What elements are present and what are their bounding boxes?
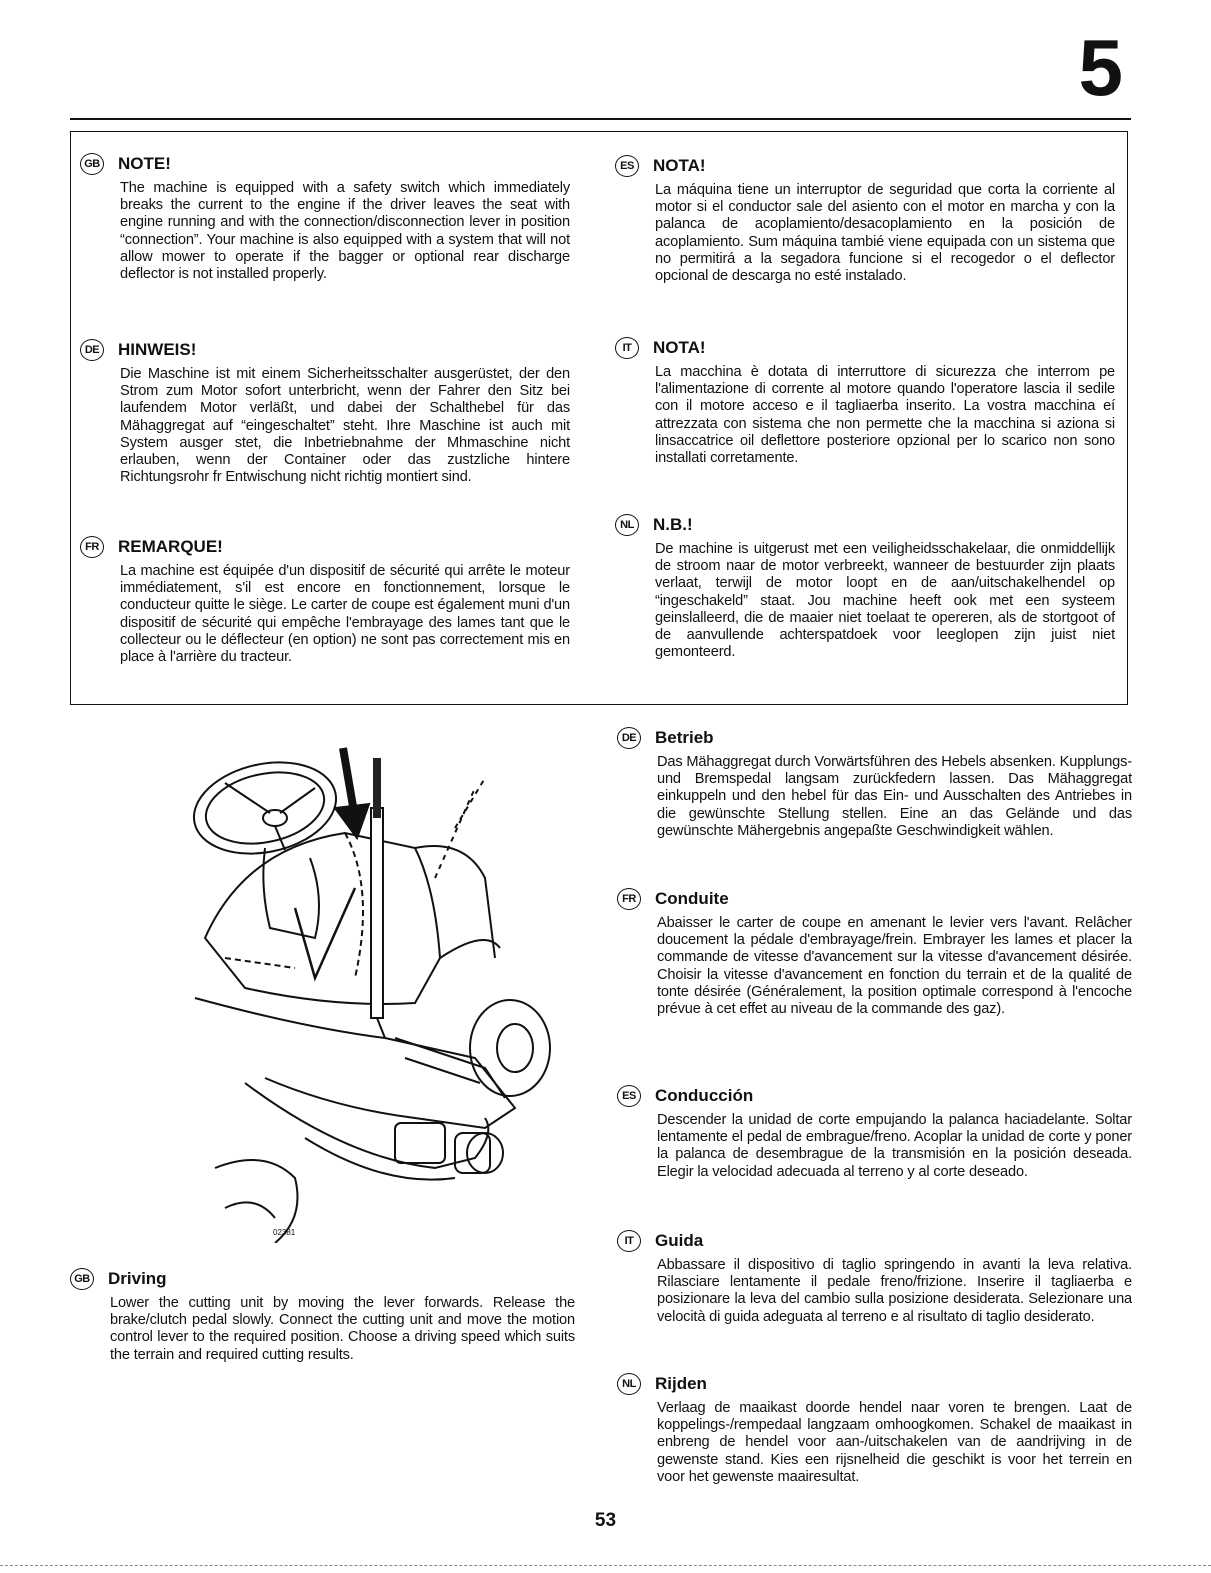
section-body: Lower the cutting unit by moving the lever forwards. Release the brake/clutch pedal slowly. Connect the cutting unit and move the motion control lever to the required position. Choose a driving speed which suits the terrain and required cutting results. [110, 1295, 575, 1363]
section-title: Guida [655, 1231, 704, 1250]
lang-badge-it: IT [617, 1230, 641, 1252]
section-body: Verlaag de maaikast doorde hendel naar voren te brengen. Laat de koppelings-/rempedaal langzaam omhoogkomen. Schakel de maaikast in enbreng de hendel voor aan-/uitschakelen van de aandrijving in de gewenste stand. Kies een rijsnelheid die geschikt is voor het terrein en voor het gewenste maairesultat. [657, 1400, 1132, 1485]
note-body: Die Maschine ist mit einem Sicherheitsschalter ausgerüstet, der den Strom zum Motor sofort unterbricht, wenn der Fahrer den Sitz bei laufendem Motor verläßt, und dabei der Schalthebel für das Mähaggregat auf “eingeschaltet” steht. Ihre Maschine ist auch mit System ausger stet, die Inbetriebnahme der Mhmaschine nicht erlauben, wenn der Container oder das zustzliche hintere Richtungsrohr fr Entwischung nicht richtig montiert sind. [120, 366, 570, 486]
footer-rule [0, 1565, 1211, 1566]
section-title: Conduite [655, 889, 729, 908]
note-it [615, 334, 1115, 467]
lang-badge-it: IT [615, 337, 639, 359]
driving-es [617, 1082, 1132, 1181]
driving-it [617, 1227, 1132, 1326]
section-title: Driving [108, 1269, 167, 1288]
note-body: La machine est équipée d'un dispositif de sécurité qui arrête le moteur immédiatement, s'il est encore en fonctionnement, lorsque le conducteur quitte le siège. Le carter de coupe est également muni d'un dispositif de sécurité qui empêche l'embrayage des lames tant que le collecteur ou le déflecteur (en option) ne sont pas correctement mis en place à l'arrière du tracteur. [120, 563, 570, 666]
header-rule [70, 118, 1131, 120]
lang-badge-es: ES [617, 1085, 641, 1107]
lang-badge-fr: FR [80, 536, 104, 558]
driving-nl [617, 1370, 1132, 1486]
lang-badge-fr: FR [617, 888, 641, 910]
note-es [615, 152, 1115, 285]
note-body: La máquina tiene un interruptor de seguridad que corta la corriente al motor si el conductor sale del asiento con el motor en marcha y con la palanca de acoplamiento/desacoplamiento en la posición de acoplamiento. Sum máquina tambié viene equipada con un sistema que no permitirá a la segadora funcione si el recogedor o el deflector opcional de descarga no esté instalado. [655, 182, 1115, 285]
note-body: The machine is equipped with a safety switch which immediately breaks the current to the engine if the driver leaves the seat with engine running and with the connection/disconnection lever in position “connection”. Your machine is also equipped with a system that will not allow mower to operate if the bagger or optional rear discharge deflector is not installed properly. [120, 180, 570, 283]
figure-code: 02381 [273, 1228, 296, 1237]
section-body: Abaisser le carter de coupe en amenant le levier vers l'avant. Relâcher doucement la pédale d'embrayage/frein. Embrayer les lames et placer la commande de vitesse d'avancement sur la vitesse d'avancement désirée. Choisir la vitesse d'avancement en fonction du terrain et de la qualité de tonte désirée (Généralement, la position optimale correspond à l'encoche prévue à cet effet au niveau de la commande des gaz). [657, 915, 1132, 1018]
section-title: Betrieb [655, 728, 714, 747]
note-title: HINWEIS! [118, 340, 197, 359]
note-body: La macchina è dotata di interruttore di sicurezza che interrom pe l'alimentazione di corrente al motore quando l'operatore lascia il sedile con il motore acceso e il tagliaerba inserito. La vostra macchina eí attrezzata con sistema che non permette che la macchina si aziona si linsaccatrice oil deflettore posteriore opzional per lo scarico non sono installati corretamente. [655, 364, 1115, 467]
lang-badge-nl: NL [617, 1373, 641, 1395]
driving-de [617, 724, 1132, 840]
note-gb [80, 150, 570, 283]
note-title: NOTA! [653, 156, 706, 175]
lang-badge-gb: GB [70, 1268, 94, 1290]
note-de [80, 336, 570, 486]
note-title: REMARQUE! [118, 537, 223, 556]
lang-badge-de: DE [617, 727, 641, 749]
section-body: Das Mähaggregat durch Vorwärtsführen des Hebels absenken. Kupplungs- und Bremspedal langsam zurückfedern lassen. Das Mähaggregat einkuppeln und den hebel für das Ein- und Ausschalten des Antriebes in die gewünschte Stellung stellen. Eine an das Gelände und das gewünschte Mähergebnis angepaßte Geschwindigkeit wählen. [657, 754, 1132, 839]
note-body: De machine is uitgerust met een veiligheidsschakelaar, die onmiddellijk de stroom naar de motor verbreekt, wanneer de bestuurder zijn plaats verlaat, terwijl de motor loopt en de aan/uitschakelhendel op “ingeschakeld” staat. Jou machine heeft ook met een systeem geinslalleerd, die de maaier niet toelaat te opereren, als de stortgoot of de aanvullende achterspatdoek voor leeglopen zijn juist niet gemonteerd. [655, 541, 1115, 661]
page-number: 53 [594, 1510, 617, 1531]
chapter-number: 5 [1078, 23, 1123, 112]
section-title: Conducción [655, 1086, 754, 1105]
note-nl [615, 511, 1115, 661]
lang-badge-es: ES [615, 155, 639, 177]
lang-badge-de: DE [80, 339, 104, 361]
driving-fr [617, 885, 1132, 1018]
section-title: Rijden [655, 1374, 707, 1393]
lang-badge-gb: GB [80, 153, 104, 175]
section-body: Descender la unidad de corte empujando la palanca haciadelante. Soltar lentamente el pedal de embrague/freno. Acoplar la unidad de corte y poner la palanca de desembrague de la transmisión en la posición deseada. Elegir la velocidad adecuada al terreno y al corte deseado. [657, 1112, 1132, 1180]
driving-gb [70, 1265, 575, 1364]
lang-badge-nl: NL [615, 514, 639, 536]
note-title: NOTE! [118, 154, 171, 173]
note-fr [80, 533, 570, 666]
section-body: Abbassare il dispositivo di taglio springendo in avanti la leva relativa. Rilasciare lentamente il pedale freno/frizione. Inserire il tagliaerba e posizionare la leva del cambio sulla posizione desiderata. Selezionare una velocità di guida adeguata al terreno e al risultato di taglio desiderato. [657, 1257, 1132, 1325]
tractor-lever-illustration [185, 738, 580, 1243]
note-title: NOTA! [653, 338, 706, 357]
note-title: N.B.! [653, 515, 693, 534]
